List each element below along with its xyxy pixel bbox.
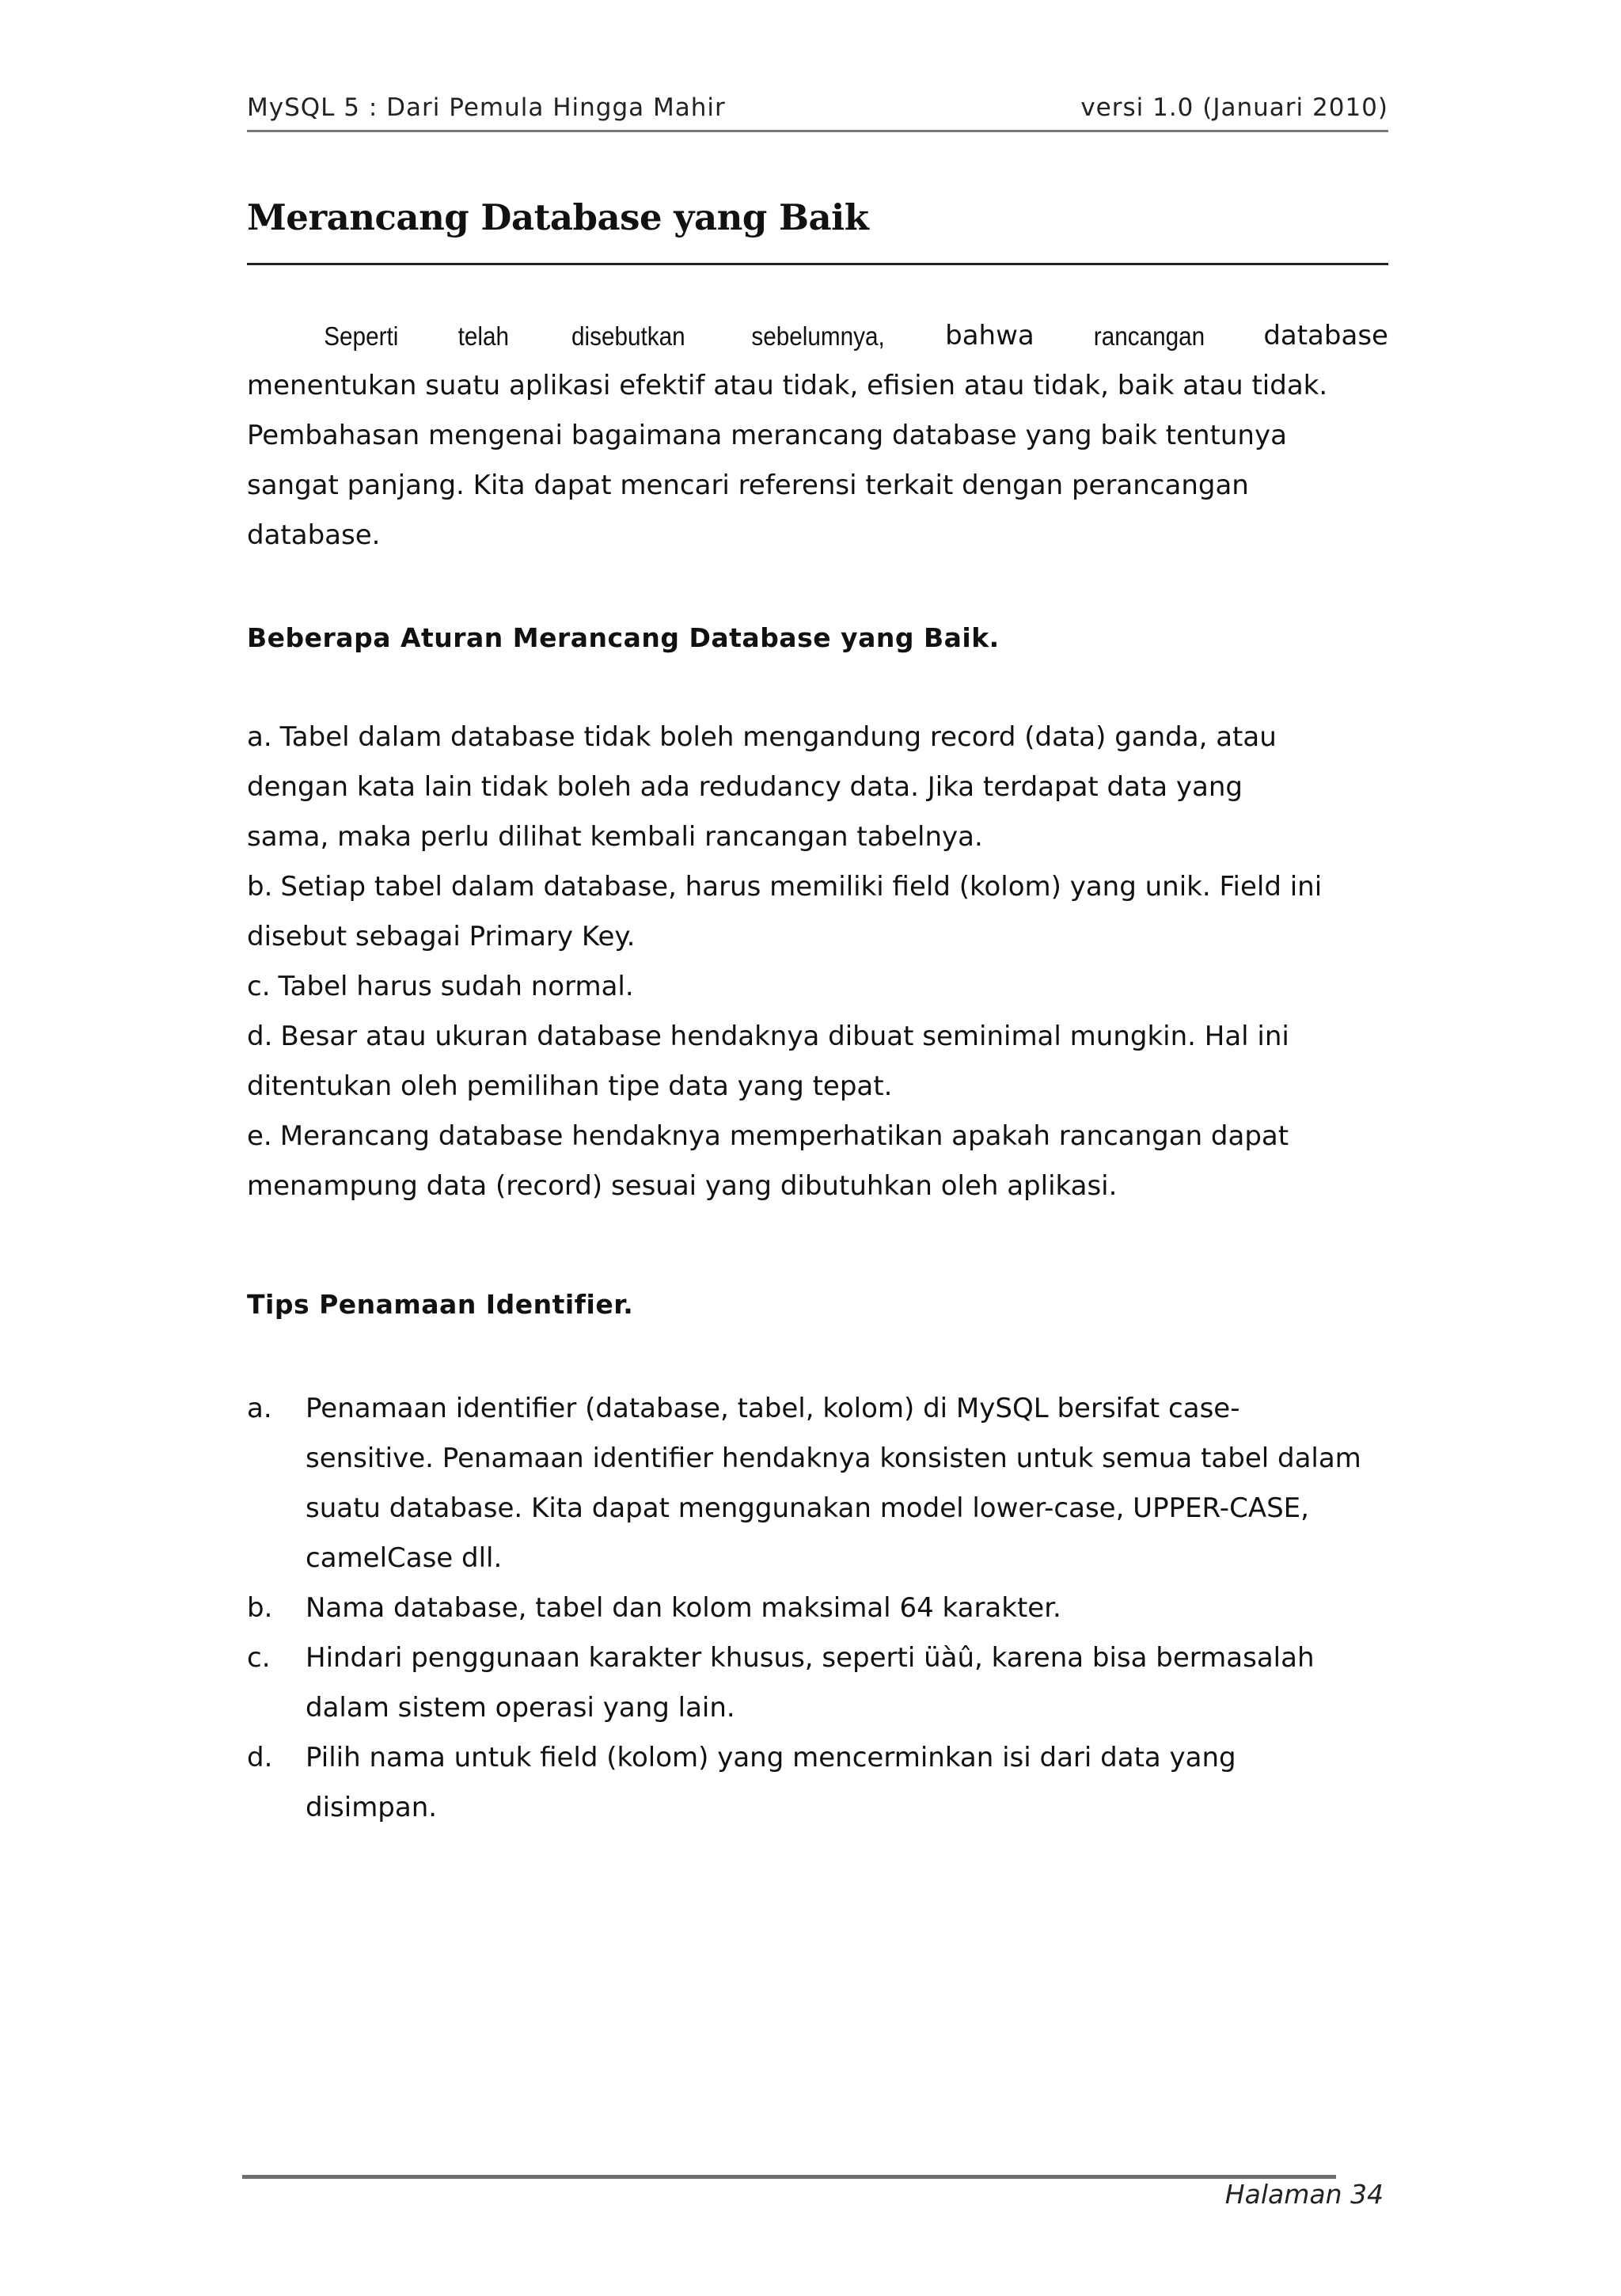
- list-item-letter: d.: [247, 1021, 273, 1052]
- tips-list: [247, 1384, 1388, 1833]
- list-item-line: camelCase dll.: [306, 1542, 503, 1574]
- list-item: [247, 1112, 1388, 1211]
- intro-word: Seperti: [324, 321, 399, 351]
- list-item-line: sensitive. Penamaan identifier hendaknya konsisten untuk semua tabel dalam: [306, 1443, 1361, 1474]
- list-item-line: dengan kata lain tidak boleh ada redudancy data. Jika terdapat data yang: [247, 771, 1243, 803]
- list-item-letter: e.: [247, 1120, 272, 1152]
- list-item-letter: a.: [247, 721, 272, 753]
- list-item-letter: c.: [247, 971, 271, 1002]
- header-version: versi 1.0 (Januari 2010): [1080, 93, 1388, 122]
- list-item-line: disebut sebagai Primary Key.: [247, 921, 636, 952]
- list-item-letter: c.: [247, 1642, 271, 1674]
- intro-word: database: [1263, 320, 1388, 352]
- running-header: [247, 93, 1388, 130]
- intro-word: rancangan: [1093, 321, 1205, 351]
- header-divider: [247, 130, 1388, 132]
- intro-first-line: [247, 311, 1388, 361]
- list-item-line: Besar atau ukuran database hendaknya dibuat seminimal mungkin. Hal ini: [280, 1021, 1289, 1052]
- list-item-line: disimpan.: [306, 1792, 438, 1823]
- rules-list: [247, 713, 1388, 1211]
- list-item-letter: d.: [247, 1742, 273, 1773]
- list-item: [247, 1583, 1388, 1633]
- intro-paragraph: [247, 311, 1388, 561]
- list-item-line: Hindari penggunaan karakter khusus, seperti üàû, karena bisa bermasalah: [306, 1642, 1315, 1674]
- list-item-line: Pilih nama untuk field (kolom) yang mencerminkan isi dari data yang: [306, 1742, 1236, 1773]
- footer-divider: [242, 2175, 1336, 2179]
- list-item-line: sama, maka perlu dilihat kembali rancangan tabelnya.: [247, 821, 983, 853]
- list-item-line: dalam sistem operasi yang lain.: [306, 1692, 735, 1724]
- list-item: [247, 1384, 1388, 1583]
- list-item-line: Setiap tabel dalam database, harus memiliki field (kolom) yang unik. Field ini: [280, 871, 1323, 903]
- intro-word: sebelumnya,: [751, 321, 885, 351]
- list-item-letter: b.: [247, 1592, 273, 1624]
- list-item: [247, 1733, 1388, 1833]
- list-item-letter: a.: [247, 1393, 272, 1424]
- list-item-line: ditentukan oleh pemilihan tipe data yang tepat.: [247, 1070, 893, 1102]
- list-item-line: Tabel harus sudah normal.: [278, 971, 634, 1002]
- list-item-line: Penamaan identifier (database, tabel, kolom) di MySQL bersifat case-: [306, 1393, 1240, 1424]
- title-divider: [247, 263, 1388, 265]
- intro-line: Pembahasan mengenai bagaimana merancang database yang baik tentunya: [247, 420, 1287, 451]
- list-item: [247, 962, 1388, 1012]
- list-item-line: Merancang database hendaknya memperhatikan apakah rancangan dapat: [279, 1120, 1289, 1152]
- list-item: [247, 1012, 1388, 1112]
- list-item-line: Tabel dalam database tidak boleh mengandung record (data) ganda, atau: [279, 721, 1277, 753]
- intro-line: sangat panjang. Kita dapat mencari referensi terkait dengan perancangan: [247, 469, 1249, 501]
- intro-line: database.: [247, 519, 381, 551]
- tips-heading: Tips Penamaan Identifier.: [247, 1289, 634, 1320]
- page-title: Merancang Database yang Baik: [247, 196, 869, 238]
- intro-word: bahwa: [945, 320, 1034, 352]
- list-item: [247, 713, 1388, 862]
- list-item-line: Nama database, tabel dan kolom maksimal 64 karakter.: [306, 1592, 1061, 1624]
- list-item: [247, 1633, 1388, 1733]
- rules-heading: Beberapa Aturan Merancang Database yang Baik.: [247, 622, 1000, 653]
- list-item-letter: b.: [247, 871, 273, 903]
- list-item-line: suatu database. Kita dapat menggunakan model lower-case, UPPER-CASE,: [306, 1492, 1309, 1524]
- page-number: Halaman 34: [1224, 2179, 1384, 2210]
- intro-word: disebutkan: [571, 321, 685, 351]
- header-book-title: MySQL 5 : Dari Pemula Hingga Mahir: [247, 93, 726, 122]
- intro-word: telah: [457, 321, 510, 351]
- list-item: [247, 862, 1388, 962]
- list-item-line: menampung data (record) sesuai yang dibutuhkan oleh aplikasi.: [247, 1170, 1118, 1202]
- intro-line: menentukan suatu aplikasi efektif atau tidak, efisien atau tidak, baik atau tidak.: [247, 370, 1328, 401]
